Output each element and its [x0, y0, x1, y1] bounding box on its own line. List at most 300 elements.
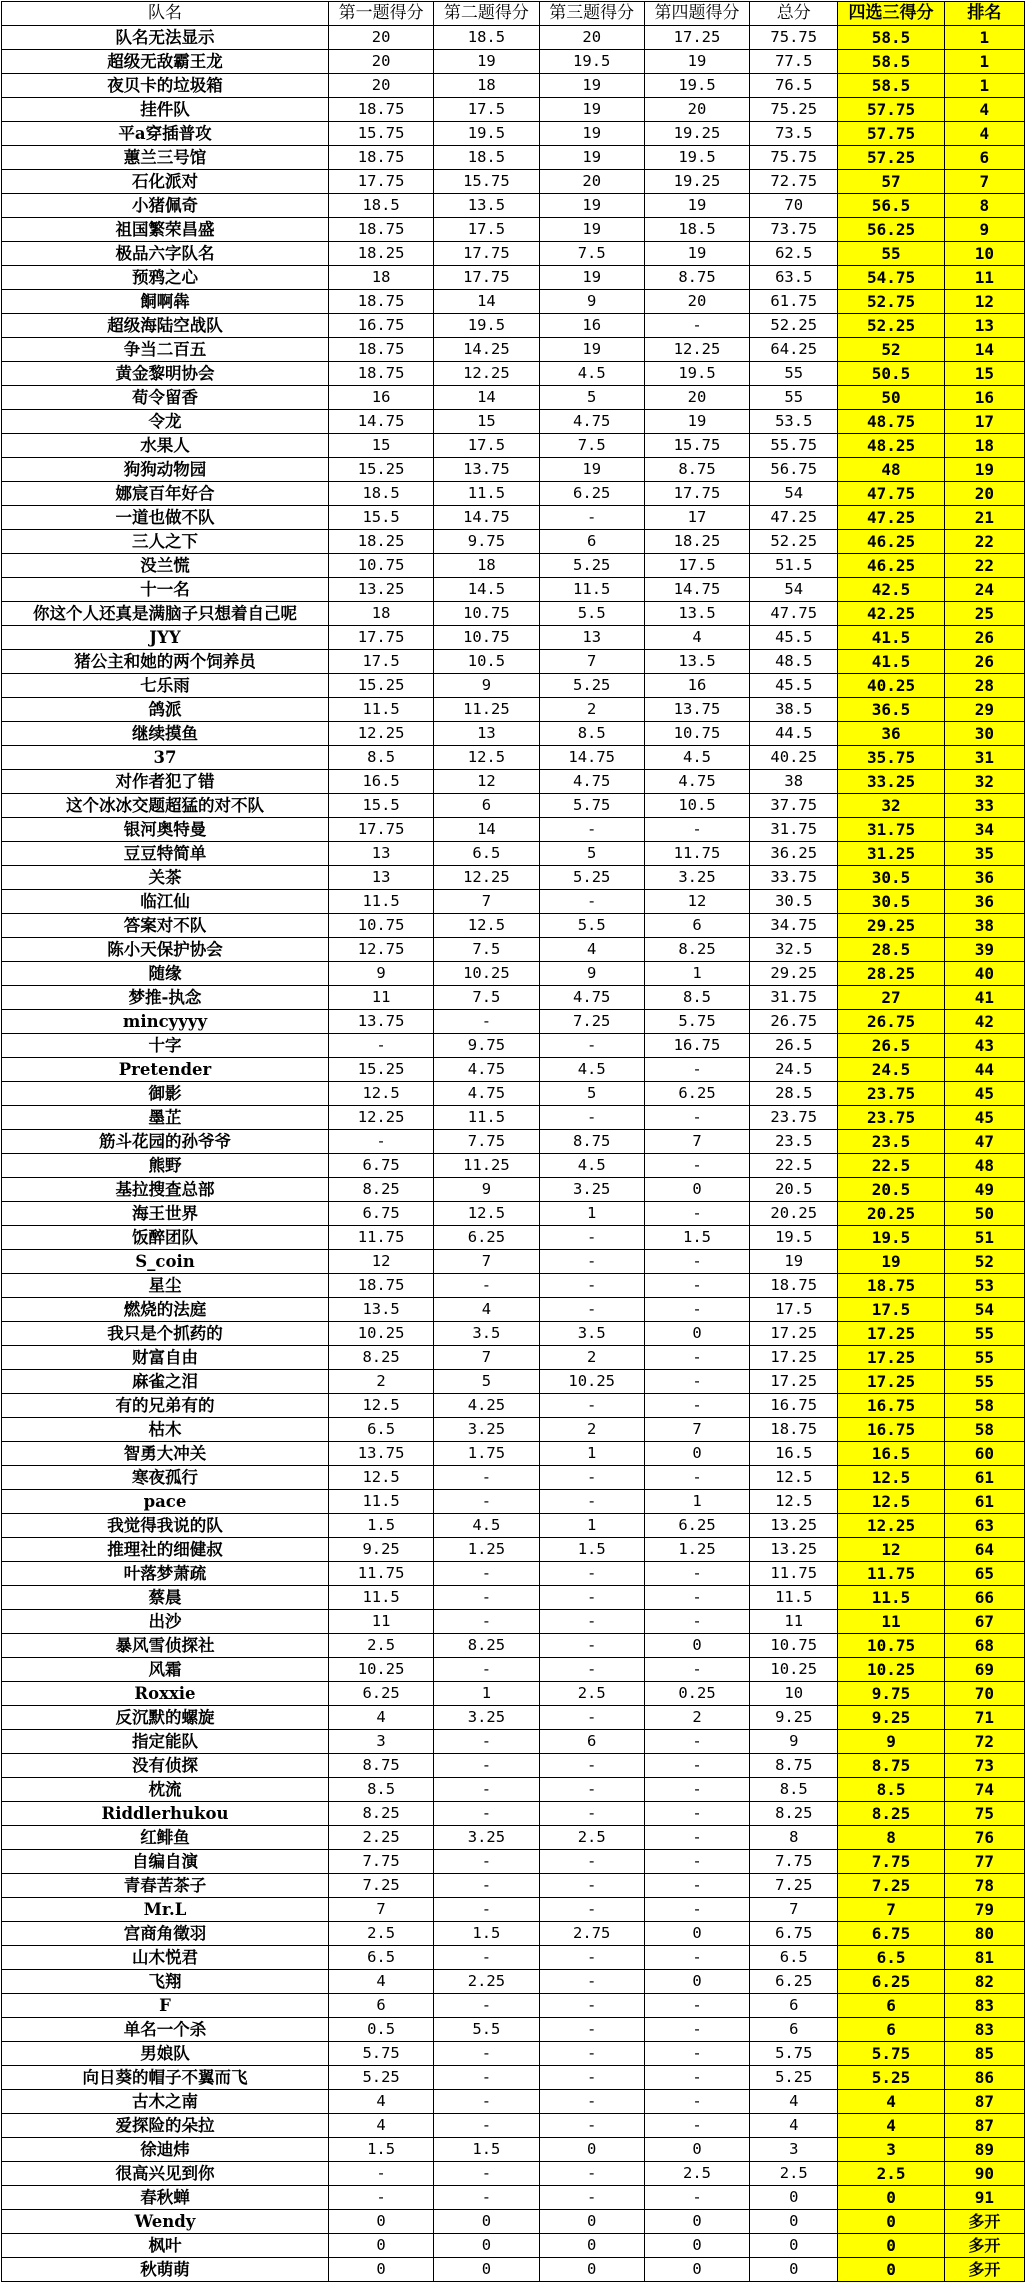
best-three-score-cell: 29.25 [838, 914, 944, 938]
q4-score-cell: - [644, 1994, 749, 2018]
q3-score-cell: 6 [539, 1730, 644, 1754]
q2-score-cell: 8.25 [434, 1634, 539, 1658]
q2-score-cell: 10.25 [434, 962, 539, 986]
q3-score-cell: 2 [539, 1418, 644, 1442]
q2-score-cell: 11.5 [434, 482, 539, 506]
table-row [2, 842, 1025, 866]
team-name-cell: 小猪佩奇 [2, 194, 329, 218]
q2-score-cell: 14.5 [434, 578, 539, 602]
best-three-score-cell: 58.5 [838, 26, 944, 50]
team-name-cell: 石化派对 [2, 170, 329, 194]
q2-score-cell: 7 [434, 890, 539, 914]
q3-score-cell: 8.75 [539, 1130, 644, 1154]
q4-score-cell: - [644, 1394, 749, 1418]
rank-cell: 74 [944, 1778, 1024, 1802]
q4-score-cell: 0 [644, 2234, 749, 2258]
q3-score-cell: 7.25 [539, 1010, 644, 1034]
rank-cell: 7 [944, 170, 1024, 194]
q1-score-cell: 13.25 [328, 578, 433, 602]
q4-score-cell: 19.5 [644, 362, 749, 386]
q3-score-cell: - [539, 1394, 644, 1418]
q3-score-cell: - [539, 2042, 644, 2066]
total-score-cell: 9 [750, 1730, 838, 1754]
team-name-cell: Wendy [2, 2210, 329, 2234]
rank-cell: 20 [944, 482, 1024, 506]
q2-score-cell: 17.5 [434, 434, 539, 458]
table-row [2, 1994, 1025, 2018]
best-three-score-cell: 19 [838, 1250, 944, 1274]
q3-score-cell: - [539, 1778, 644, 1802]
q3-score-cell: - [539, 1490, 644, 1514]
best-three-score-cell: 7.25 [838, 1874, 944, 1898]
best-three-score-cell: 6.25 [838, 1970, 944, 1994]
q1-score-cell: 2.5 [328, 1922, 433, 1946]
team-name-cell: 山木悦君 [2, 1946, 329, 1970]
total-score-cell: 11.5 [750, 1586, 838, 1610]
q2-score-cell: - [434, 1994, 539, 2018]
q3-score-cell: 16 [539, 314, 644, 338]
q4-score-cell: 17.5 [644, 554, 749, 578]
table-row [2, 1778, 1025, 1802]
total-score-cell: 54 [750, 578, 838, 602]
q1-score-cell: 11.5 [328, 1586, 433, 1610]
q1-score-cell: 13 [328, 866, 433, 890]
q2-score-cell: 0 [434, 2258, 539, 2282]
q2-score-cell: 13.5 [434, 194, 539, 218]
rank-cell: 48 [944, 1154, 1024, 1178]
table-row [2, 146, 1025, 170]
q4-score-cell: - [644, 1946, 749, 1970]
total-score-cell: 37.75 [750, 794, 838, 818]
table-row [2, 914, 1025, 938]
q3-score-cell: 19 [539, 146, 644, 170]
q1-score-cell: 4 [328, 2090, 433, 2114]
total-score-cell: 63.5 [750, 266, 838, 290]
table-row [2, 1538, 1025, 1562]
q2-score-cell: 12.25 [434, 362, 539, 386]
q3-score-cell: 4.5 [539, 1058, 644, 1082]
total-score-cell: 26.5 [750, 1034, 838, 1058]
q3-score-cell: - [539, 1106, 644, 1130]
q4-score-cell: 2 [644, 1706, 749, 1730]
rank-cell: 81 [944, 1946, 1024, 1970]
total-score-cell: 47.25 [750, 506, 838, 530]
best-three-score-cell: 20.25 [838, 1202, 944, 1226]
total-score-cell: 6.5 [750, 1946, 838, 1970]
q2-score-cell: - [434, 2090, 539, 2114]
best-three-score-cell: 57 [838, 170, 944, 194]
best-three-score-cell: 56.25 [838, 218, 944, 242]
q2-score-cell: 18.5 [434, 146, 539, 170]
rank-cell: 61 [944, 1466, 1024, 1490]
table-row [2, 1442, 1025, 1466]
table-row [2, 1154, 1025, 1178]
best-three-score-cell: 12.25 [838, 1514, 944, 1538]
q3-score-cell: - [539, 506, 644, 530]
table-row [2, 194, 1025, 218]
q1-score-cell: 15.25 [328, 674, 433, 698]
best-three-score-cell: 46.25 [838, 530, 944, 554]
q4-score-cell: 19 [644, 50, 749, 74]
q2-score-cell: 12.5 [434, 914, 539, 938]
table-row [2, 818, 1025, 842]
rank-cell: 80 [944, 1922, 1024, 1946]
rank-cell: 多开 [944, 2258, 1024, 2282]
rank-cell: 75 [944, 1802, 1024, 1826]
rank-cell: 21 [944, 506, 1024, 530]
table-row [2, 290, 1025, 314]
q1-score-cell: 18.75 [328, 146, 433, 170]
rank-cell: 1 [944, 50, 1024, 74]
team-name-cell: 飞翔 [2, 1970, 329, 1994]
q1-score-cell: 16.75 [328, 314, 433, 338]
table-row [2, 1010, 1025, 1034]
total-score-cell: 17.25 [750, 1322, 838, 1346]
best-three-score-cell: 23.75 [838, 1082, 944, 1106]
table-row [2, 602, 1025, 626]
team-name-cell: 黄金黎明协会 [2, 362, 329, 386]
table-row [2, 458, 1025, 482]
table-row [2, 2234, 1025, 2258]
team-name-cell: 祖国繁荣昌盛 [2, 218, 329, 242]
best-three-score-cell: 18.75 [838, 1274, 944, 1298]
q3-score-cell: 5 [539, 842, 644, 866]
q4-score-cell: 0 [644, 1322, 749, 1346]
best-three-score-cell: 16.5 [838, 1442, 944, 1466]
best-three-score-cell: 50.5 [838, 362, 944, 386]
rank-cell: 73 [944, 1754, 1024, 1778]
q3-score-cell: 2 [539, 1346, 644, 1370]
total-score-cell: 34.75 [750, 914, 838, 938]
q3-score-cell: 5.25 [539, 866, 644, 890]
best-three-score-cell: 6 [838, 2018, 944, 2042]
rank-cell: 36 [944, 866, 1024, 890]
table-row [2, 2186, 1025, 2210]
table-row [2, 1274, 1025, 1298]
q2-score-cell: 1.75 [434, 1442, 539, 1466]
q1-score-cell: 4 [328, 1706, 433, 1730]
best-three-score-cell: 52.25 [838, 314, 944, 338]
total-score-cell: 40.25 [750, 746, 838, 770]
best-three-score-cell: 17.25 [838, 1322, 944, 1346]
total-score-cell: 18.75 [750, 1274, 838, 1298]
q4-score-cell: 3.25 [644, 866, 749, 890]
team-name-cell: 很高兴见到你 [2, 2162, 329, 2186]
total-score-cell: 4 [750, 2090, 838, 2114]
rank-cell: 53 [944, 1274, 1024, 1298]
q4-score-cell: 0 [644, 2258, 749, 2282]
team-name-cell: 春秋蝉 [2, 2186, 329, 2210]
team-name-cell: 37 [2, 746, 329, 770]
table-row [2, 410, 1025, 434]
rank-cell: 22 [944, 554, 1024, 578]
q3-score-cell: 19 [539, 266, 644, 290]
rank-cell: 16 [944, 386, 1024, 410]
q1-score-cell: - [328, 1034, 433, 1058]
q4-score-cell: 4.75 [644, 770, 749, 794]
total-score-cell: 76.5 [750, 74, 838, 98]
team-name-cell: 没有侦探 [2, 1754, 329, 1778]
q1-score-cell: 9.25 [328, 1538, 433, 1562]
q2-score-cell: 19.5 [434, 122, 539, 146]
q1-score-cell: 8.5 [328, 746, 433, 770]
rank-cell: 1 [944, 26, 1024, 50]
q4-score-cell: - [644, 1106, 749, 1130]
q2-score-cell: 7.75 [434, 1130, 539, 1154]
q1-score-cell: 16 [328, 386, 433, 410]
q2-score-cell: 9 [434, 1178, 539, 1202]
table-row [2, 1418, 1025, 1442]
q3-score-cell: - [539, 1586, 644, 1610]
q2-score-cell: 17.5 [434, 98, 539, 122]
q1-score-cell: 12.75 [328, 938, 433, 962]
q1-score-cell: 7.25 [328, 1874, 433, 1898]
header-total-score: 总分 [750, 2, 838, 26]
q2-score-cell: - [434, 2066, 539, 2090]
table-row [2, 434, 1025, 458]
team-name-cell: 指定能队 [2, 1730, 329, 1754]
team-name-cell: 古木之南 [2, 2090, 329, 2114]
q3-score-cell: - [539, 1250, 644, 1274]
table-row [2, 98, 1025, 122]
table-row [2, 1610, 1025, 1634]
rank-cell: 87 [944, 2114, 1024, 2138]
total-score-cell: 17.5 [750, 1298, 838, 1322]
table-row [2, 362, 1025, 386]
q4-score-cell: 19.25 [644, 170, 749, 194]
team-name-cell: 银河奥特曼 [2, 818, 329, 842]
best-three-score-cell: 36 [838, 722, 944, 746]
q1-score-cell: 18.75 [328, 338, 433, 362]
best-three-score-cell: 31.75 [838, 818, 944, 842]
best-three-score-cell: 17.5 [838, 1298, 944, 1322]
team-name-cell: 狗狗动物园 [2, 458, 329, 482]
table-row [2, 2162, 1025, 2186]
table-row [2, 1850, 1025, 1874]
total-score-cell: 30.5 [750, 890, 838, 914]
q4-score-cell: - [644, 1802, 749, 1826]
q1-score-cell: 6.75 [328, 1154, 433, 1178]
q4-score-cell: 19.25 [644, 122, 749, 146]
rank-cell: 4 [944, 122, 1024, 146]
rank-cell: 1 [944, 74, 1024, 98]
rank-cell: 83 [944, 2018, 1024, 2042]
q3-score-cell: - [539, 1970, 644, 1994]
q3-score-cell: - [539, 1226, 644, 1250]
team-name-cell: 十字 [2, 1034, 329, 1058]
total-score-cell: 7 [750, 1898, 838, 1922]
q3-score-cell: 6 [539, 530, 644, 554]
best-three-score-cell: 9.25 [838, 1706, 944, 1730]
q3-score-cell: 7.5 [539, 242, 644, 266]
q1-score-cell: 7.75 [328, 1850, 433, 1874]
q4-score-cell: 8.75 [644, 458, 749, 482]
team-name-cell: 推理社的细健叔 [2, 1538, 329, 1562]
q1-score-cell: 15.5 [328, 794, 433, 818]
q1-score-cell: 0 [328, 2234, 433, 2258]
q4-score-cell: 13.5 [644, 602, 749, 626]
team-name-cell: 枫叶 [2, 2234, 329, 2258]
q2-score-cell: - [434, 1586, 539, 1610]
q3-score-cell: 7.5 [539, 434, 644, 458]
table-row [2, 1826, 1025, 1850]
q1-score-cell: - [328, 1130, 433, 1154]
team-name-cell: 海王世界 [2, 1202, 329, 1226]
q1-score-cell: 12.5 [328, 1466, 433, 1490]
q3-score-cell: - [539, 1634, 644, 1658]
total-score-cell: 16.75 [750, 1394, 838, 1418]
q4-score-cell: 1 [644, 962, 749, 986]
team-name-cell: 风霜 [2, 1658, 329, 1682]
q1-score-cell: 12.25 [328, 1106, 433, 1130]
rank-cell: 19 [944, 458, 1024, 482]
q3-score-cell: 14.75 [539, 746, 644, 770]
best-three-score-cell: 16.75 [838, 1394, 944, 1418]
total-score-cell: 2.5 [750, 2162, 838, 2186]
q1-score-cell: 18.25 [328, 530, 433, 554]
q3-score-cell: - [539, 2090, 644, 2114]
rank-cell: 70 [944, 1682, 1024, 1706]
team-name-cell: 荀令留香 [2, 386, 329, 410]
best-three-score-cell: 57.25 [838, 146, 944, 170]
q2-score-cell: - [434, 1274, 539, 1298]
total-score-cell: 54 [750, 482, 838, 506]
team-name-cell: pace [2, 1490, 329, 1514]
q1-score-cell: 10.75 [328, 914, 433, 938]
q1-score-cell: 13 [328, 842, 433, 866]
q3-score-cell: - [539, 1610, 644, 1634]
best-three-score-cell: 16.75 [838, 1418, 944, 1442]
q1-score-cell: 17.75 [328, 170, 433, 194]
q4-score-cell: 20 [644, 290, 749, 314]
q3-score-cell: 19 [539, 338, 644, 362]
team-name-cell: 对作者犯了错 [2, 770, 329, 794]
q2-score-cell: 12.5 [434, 1202, 539, 1226]
q3-score-cell: - [539, 2186, 644, 2210]
q4-score-cell: - [644, 1298, 749, 1322]
q1-score-cell: 17.75 [328, 818, 433, 842]
header-row [2, 2, 1025, 26]
q1-score-cell: 8.25 [328, 1802, 433, 1826]
rank-cell: 54 [944, 1298, 1024, 1322]
q3-score-cell: 2 [539, 698, 644, 722]
q4-score-cell: 10.75 [644, 722, 749, 746]
q2-score-cell: 12 [434, 770, 539, 794]
team-name-cell: 水果人 [2, 434, 329, 458]
q4-score-cell: 18.25 [644, 530, 749, 554]
total-score-cell: 3 [750, 2138, 838, 2162]
table-row [2, 1322, 1025, 1346]
team-name-cell: 出沙 [2, 1610, 329, 1634]
q2-score-cell: 4.75 [434, 1082, 539, 1106]
q2-score-cell: 3.5 [434, 1322, 539, 1346]
table-header [2, 2, 1025, 26]
q4-score-cell: - [644, 1778, 749, 1802]
best-three-score-cell: 52 [838, 338, 944, 362]
team-name-cell: 极品六字队名 [2, 242, 329, 266]
q4-score-cell: - [644, 1274, 749, 1298]
total-score-cell: 38 [750, 770, 838, 794]
team-name-cell: 继续摸鱼 [2, 722, 329, 746]
total-score-cell: 0 [750, 2210, 838, 2234]
total-score-cell: 10 [750, 1682, 838, 1706]
best-three-score-cell: 4 [838, 2114, 944, 2138]
q1-score-cell: 15.25 [328, 458, 433, 482]
q4-score-cell: 0 [644, 1922, 749, 1946]
q1-score-cell: 11.5 [328, 698, 433, 722]
rank-cell: 31 [944, 746, 1024, 770]
best-three-score-cell: 28.5 [838, 938, 944, 962]
best-three-score-cell: 27 [838, 986, 944, 1010]
best-three-score-cell: 6 [838, 1994, 944, 2018]
rank-cell: 38 [944, 914, 1024, 938]
q2-score-cell: - [434, 1730, 539, 1754]
total-score-cell: 23.75 [750, 1106, 838, 1130]
team-name-cell: 这个冰冰交题超猛的对不队 [2, 794, 329, 818]
q2-score-cell: 17.75 [434, 242, 539, 266]
total-score-cell: 6.75 [750, 1922, 838, 1946]
rank-cell: 52 [944, 1250, 1024, 1274]
table-row [2, 722, 1025, 746]
table-row [2, 554, 1025, 578]
rank-cell: 17 [944, 410, 1024, 434]
team-name-cell: 令龙 [2, 410, 329, 434]
header-q4-score: 第四题得分 [644, 2, 749, 26]
team-name-cell: 暴风雪侦探社 [2, 1634, 329, 1658]
q4-score-cell: 17 [644, 506, 749, 530]
q1-score-cell: 0.5 [328, 2018, 433, 2042]
rank-cell: 72 [944, 1730, 1024, 1754]
q1-score-cell: 6.75 [328, 1202, 433, 1226]
q1-score-cell: 9 [328, 962, 433, 986]
q3-score-cell: - [539, 1754, 644, 1778]
rank-cell: 85 [944, 2042, 1024, 2066]
best-three-score-cell: 0 [838, 2186, 944, 2210]
table-row [2, 770, 1025, 794]
q2-score-cell: 7 [434, 1250, 539, 1274]
rank-cell: 43 [944, 1034, 1024, 1058]
team-name-cell: 夜贝卡的垃圾箱 [2, 74, 329, 98]
total-score-cell: 20.5 [750, 1178, 838, 1202]
q2-score-cell: - [434, 2186, 539, 2210]
q2-score-cell: 19.5 [434, 314, 539, 338]
best-three-score-cell: 28.25 [838, 962, 944, 986]
q2-score-cell: 1.5 [434, 2138, 539, 2162]
q3-score-cell: - [539, 1946, 644, 1970]
q2-score-cell: - [434, 2042, 539, 2066]
rank-cell: 91 [944, 2186, 1024, 2210]
team-name-cell: 秋萌萌 [2, 2258, 329, 2282]
rank-cell: 25 [944, 602, 1024, 626]
q2-score-cell: 5 [434, 1370, 539, 1394]
best-three-score-cell: 58.5 [838, 50, 944, 74]
team-name-cell: 争当二百五 [2, 338, 329, 362]
rank-cell: 51 [944, 1226, 1024, 1250]
total-score-cell: 24.5 [750, 1058, 838, 1082]
best-three-score-cell: 5.75 [838, 2042, 944, 2066]
q2-score-cell: 18 [434, 554, 539, 578]
q1-score-cell: - [328, 2162, 433, 2186]
rank-cell: 41 [944, 986, 1024, 1010]
q2-score-cell: 6.5 [434, 842, 539, 866]
total-score-cell: 8.75 [750, 1754, 838, 1778]
q4-score-cell: 19 [644, 242, 749, 266]
q2-score-cell: 12.25 [434, 866, 539, 890]
q4-score-cell: - [644, 1610, 749, 1634]
total-score-cell: 6 [750, 1994, 838, 2018]
team-name-cell: 队名无法显示 [2, 26, 329, 50]
q1-score-cell: 0 [328, 2258, 433, 2282]
